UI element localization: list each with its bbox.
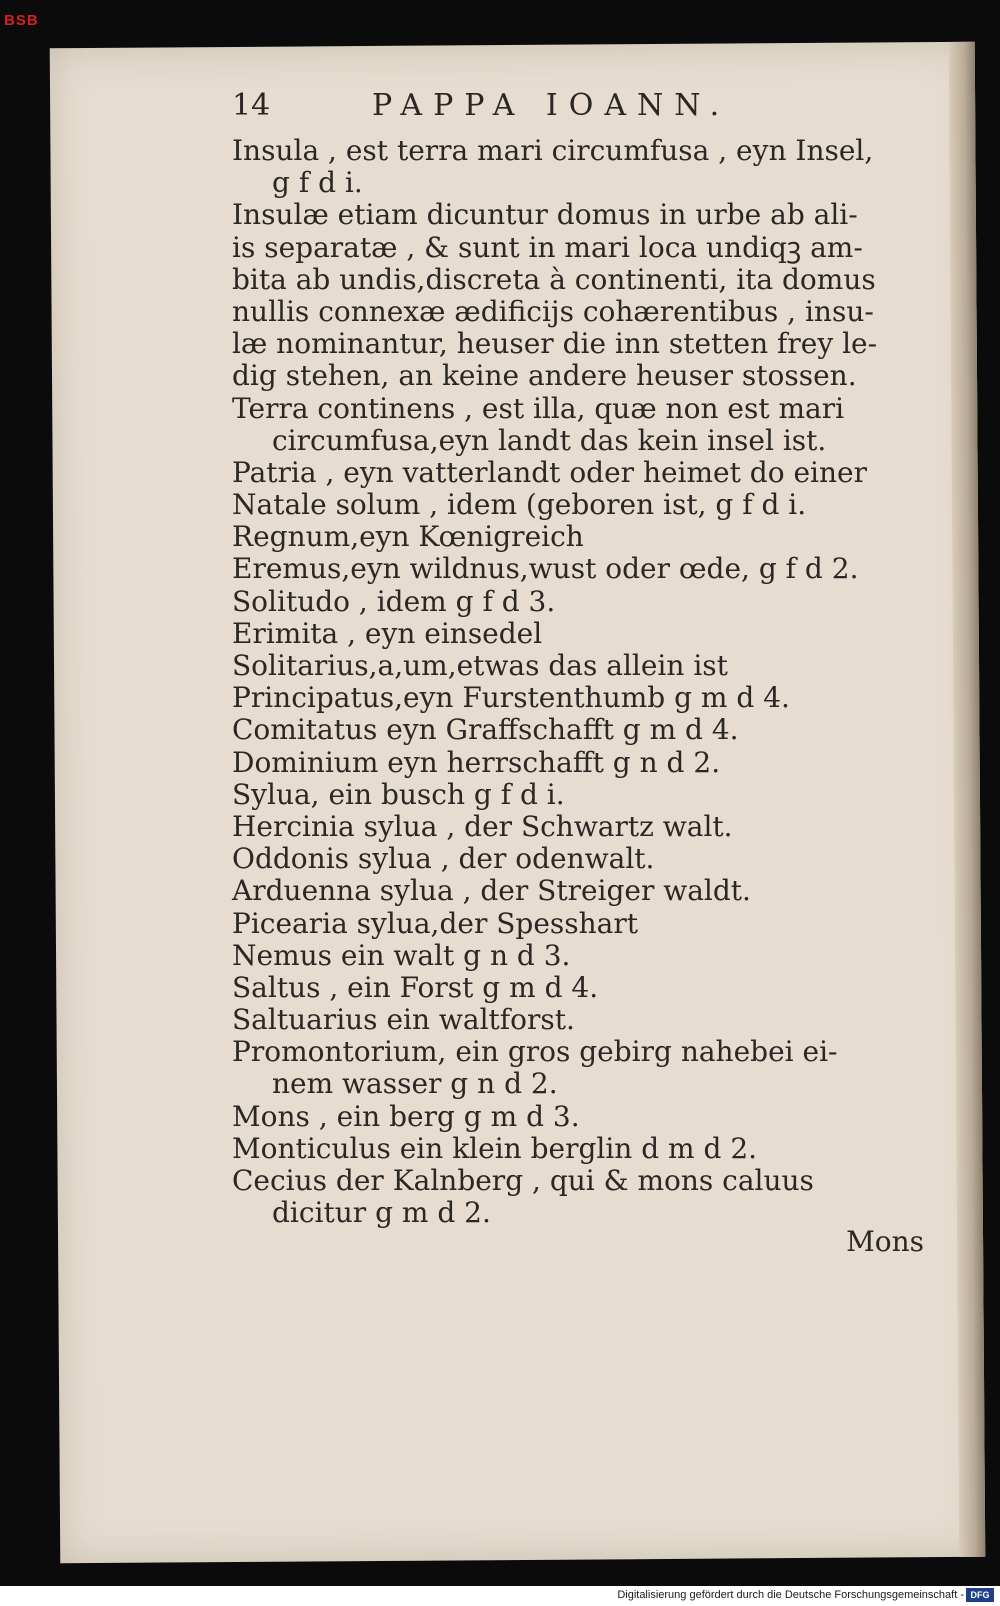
- text-line: Saltus , ein Forst g m d 4.: [232, 970, 599, 1004]
- text-line: Principatus,eyn Furstenthumb g m d 4.: [232, 681, 790, 715]
- text-line: Terra continens , est illa, quæ non est mari: [232, 391, 845, 425]
- bsb-logo: BSB: [4, 12, 39, 29]
- text-line: Nemus ein walt g n d 3.: [232, 938, 571, 972]
- dfg-logo: DFG: [966, 1588, 994, 1602]
- digitization-footer: [0, 1586, 1000, 1606]
- text-line: nem wasser g n d 2.: [272, 1067, 558, 1101]
- text-line: dicitur g m d 2.: [272, 1196, 491, 1230]
- text-line: Erimita , eyn einsedel: [232, 616, 543, 650]
- text-line: dig stehen, an keine andere heuser stossen.: [232, 359, 857, 393]
- text-line: Cecius der Kalnberg , qui & mons caluus: [232, 1164, 814, 1197]
- text-line: Solitudo , idem g f d 3.: [232, 584, 556, 618]
- funding-credit: Digitalisierung gefördert durch die Deutsche Forschungsgemeinschaft -: [617, 1589, 964, 1601]
- text-line: bita ab undis,discreta à continenti, ita domus: [232, 262, 876, 296]
- text-line: Regnum,eyn Kœnigreich: [232, 520, 584, 554]
- text-line: nullis connexæ ædificijs cohærentibus , insu-: [232, 294, 874, 328]
- text-line: læ nominantur, heuser die inn stetten frey le-: [232, 327, 878, 361]
- body-text: [232, 135, 892, 1229]
- text-line: Promontorium, ein gros gebirg nahebei ei-: [232, 1035, 838, 1069]
- text-line: Insulæ etiam dicuntur domus in urbe ab ali-: [232, 198, 858, 232]
- catchword: Mons: [846, 1225, 924, 1258]
- text-line: Mons , ein berg g m d 3.: [232, 1099, 580, 1133]
- text-line: Oddonis sylua , der odenwalt.: [232, 842, 655, 876]
- text-line: is separatæ , & sunt in mari loca undiqꝫ am-: [232, 230, 863, 264]
- text-line: Monticulus ein klein berglin d m d 2.: [232, 1131, 758, 1165]
- text-line: Picearia sylua,der Spesshart: [232, 906, 638, 940]
- text-line: Patria , eyn vatterlandt oder heimet do einer: [232, 455, 867, 489]
- text-line: Natale solum , idem (geboren ist, g f d i.: [232, 488, 807, 522]
- page-number: 14: [232, 88, 271, 123]
- text-line: Eremus,eyn wildnus,wust oder œde, g f d 2.: [232, 552, 859, 586]
- text-line: Insula , est terra mari circumfusa , eyn Insel,: [232, 134, 874, 167]
- text-line: Sylua, ein busch g f d i.: [232, 777, 565, 811]
- text-line: Hercinia sylua , der Schwartz walt.: [232, 809, 733, 843]
- text-line: Arduenna sylua , der Streiger waldt.: [232, 874, 751, 908]
- page-edge: [949, 42, 986, 1557]
- page-header: [232, 88, 792, 136]
- text-line: Comitatus eyn Graffschafft g m d 4.: [232, 713, 739, 747]
- running-head: PAPPA IOANN.: [372, 88, 731, 123]
- text-line: Saltuarius ein waltforst.: [232, 1003, 575, 1037]
- text-line: Dominium eyn herrschafft g n d 2.: [232, 745, 721, 779]
- text-line: Solitarius,a,um,etwas das allein ist: [232, 649, 728, 682]
- text-line: circumfusa,eyn landt das kein insel ist.: [272, 423, 827, 457]
- text-line: g f d i.: [272, 166, 363, 200]
